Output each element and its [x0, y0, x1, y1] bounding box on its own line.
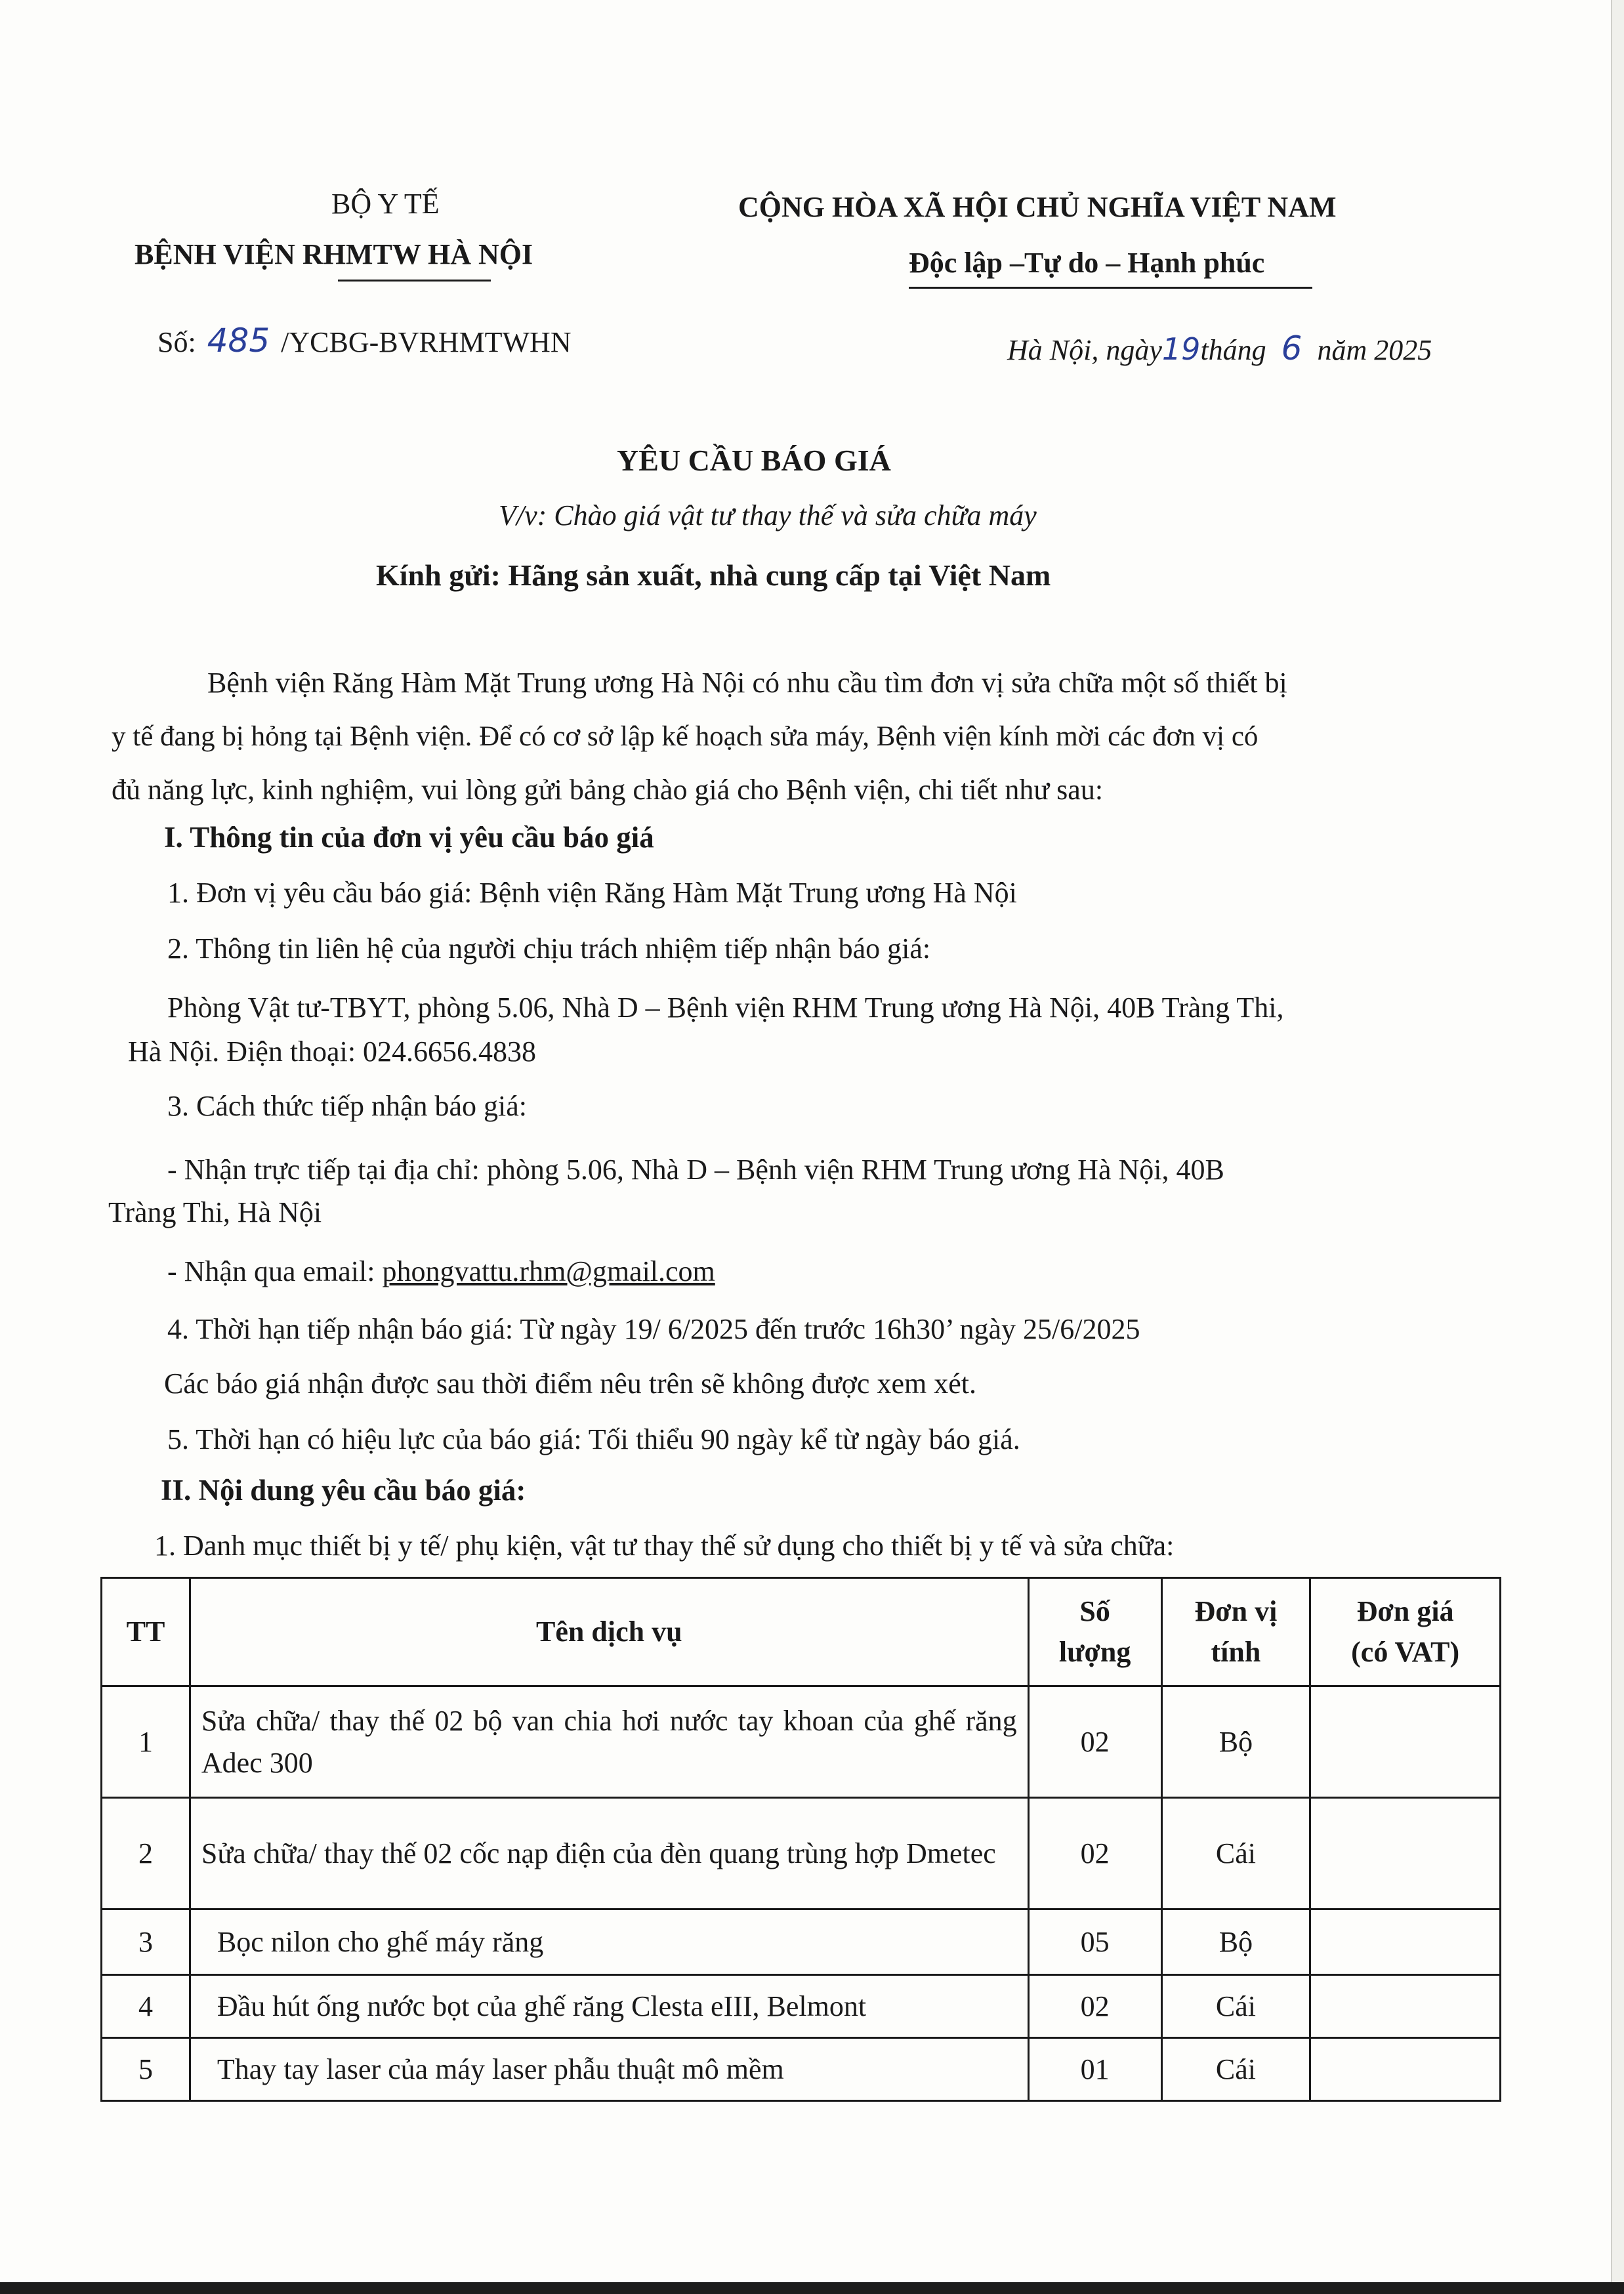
info-item-3: 3. Cách thức tiếp nhận báo giá: [167, 1090, 528, 1122]
direct-delivery-label: - Nhận trực tiếp tại địa chỉ: [167, 1154, 480, 1186]
document-subject: V/v: Chào giá vật tư thay thế và sửa chữa máy [499, 499, 1037, 532]
table-row [102, 2038, 1501, 2101]
row-service-name: Sửa chữa/ thay thế 02 bộ van chia hơi nước tay khoan của ghế răng Adec 300 [190, 1686, 1028, 1798]
table-row [102, 1909, 1501, 1975]
row-quantity: 02 [1028, 1798, 1161, 1909]
row-quantity: 01 [1028, 2038, 1161, 2101]
section-1-heading: I. Thông tin của đơn vị yêu cầu báo giá [164, 821, 654, 854]
info-item-2: 2. Thông tin liên hệ của người chịu trách nhiệm tiếp nhận báo giá: [167, 932, 931, 965]
content-list-item-1: 1. Danh mục thiết bị y tế/ phụ kiện, vật tư thay thế sử dụng cho thiết bị y tế và sửa chữa: [154, 1530, 1175, 1562]
row-service-name: Bọc nilon cho ghế máy răng [190, 1909, 1028, 1975]
header-quantity-l1: Số [1079, 1595, 1110, 1627]
header-price-l1: Đơn giá [1356, 1595, 1454, 1627]
ministry-name: BỘ Y TẾ [331, 188, 440, 220]
row-tt: 4 [102, 1975, 190, 2038]
email-link[interactable]: phongvattu.rhm@gmail.com [382, 1255, 715, 1287]
intro-line-2: y tế đang bị hỏng tại Bệnh viện. Để có cơ sở lập kế hoạch sửa máy, Bệnh viện kính mời các đơn vị có [112, 721, 1259, 752]
row-price [1310, 1975, 1501, 2038]
number-handwritten: 485 [207, 322, 270, 360]
intro-line-3: đủ năng lực, kinh nghiệm, vui lòng gửi bảng chào giá cho Bệnh viện, chi tiết như sau: [112, 774, 1104, 806]
date-day: 19 [1161, 331, 1201, 367]
header-quantity-l2: lượng [1058, 1636, 1131, 1668]
row-quantity: 05 [1028, 1909, 1161, 1975]
contact-line-2: Hà Nội. Điện thoại: 024.6656.4838 [128, 1035, 537, 1068]
email-label: - Nhận qua email: [167, 1255, 375, 1287]
info-item-4-note: Các báo giá nhận được sau thời điểm nêu trên sẽ không được xem xét. [164, 1367, 976, 1400]
scan-edge-right [1611, 0, 1624, 2294]
table-row [102, 1975, 1501, 2038]
contact-line-1: Phòng Vật tư-TBYT, phòng 5.06, Nhà D – Bệnh viện RHM Trung ương Hà Nội, 40B Tràng Thi, [167, 991, 1284, 1024]
hospital-name: BỆNH VIỆN RHMTW HÀ NỘI [135, 238, 533, 270]
intro-line-1: Bệnh viện Răng Hàm Mặt Trung ương Hà Nội có nhu cầu tìm đơn vị sửa chữa một số thiết bị [207, 667, 1287, 699]
row-unit: Bộ [1161, 1909, 1310, 1975]
date-prefix: Hà Nội, ngày [1007, 334, 1162, 366]
place-date [1007, 329, 1432, 367]
direct-delivery-line-1 [167, 1153, 1224, 1186]
row-unit: Bộ [1161, 1686, 1310, 1798]
header-unit-l2: tính [1211, 1636, 1261, 1668]
header-price-l2: (có VAT) [1351, 1636, 1460, 1668]
number-suffix: /YCBG-BVRHMTWHN [281, 326, 572, 358]
date-year: năm 2025 [1317, 334, 1432, 366]
section-2-heading: II. Nội dung yêu cầu báo giá: [161, 1474, 526, 1507]
motto-underline [909, 287, 1312, 289]
table-row [102, 1798, 1501, 1909]
email-line [167, 1255, 715, 1288]
header-unit [1161, 1578, 1310, 1686]
nation-name: CỘNG HÒA XÃ HỘI CHỦ NGHĨA VIỆT NAM [738, 191, 1337, 223]
number-prefix: Số: [157, 326, 196, 358]
row-price [1310, 2038, 1501, 2101]
row-unit: Cái [1161, 1798, 1310, 1909]
date-month: 6 [1281, 329, 1302, 367]
hospital-underline [338, 280, 491, 282]
row-unit: Cái [1161, 2038, 1310, 2101]
header-service-name: Tên dịch vụ [190, 1578, 1028, 1686]
row-service-name: Thay tay laser của máy laser phẫu thuật mô mềm [190, 2038, 1028, 2101]
document-number [157, 322, 572, 360]
row-tt: 2 [102, 1798, 190, 1909]
row-unit: Cái [1161, 1975, 1310, 2038]
row-service-name: Sửa chữa/ thay thế 02 cốc nạp điện của đèn quang trùng hợp Dmetec [190, 1798, 1028, 1909]
recipient: Kính gửi: Hãng sản xuất, nhà cung cấp tại Việt Nam [376, 558, 1051, 592]
row-service-name: Đầu hút ống nước bọt của ghế răng Clesta eIII, Belmont [190, 1975, 1028, 2038]
document-title: YÊU CẦU BÁO GIÁ [617, 444, 891, 477]
info-item-4: 4. Thời hạn tiếp nhận báo giá: Từ ngày 19/ 6/2025 đến trước 16h30’ ngày 25/6/2025 [167, 1313, 1140, 1345]
header-quantity [1028, 1578, 1161, 1686]
row-quantity: 02 [1028, 1686, 1161, 1798]
row-tt: 5 [102, 2038, 190, 2101]
scan-edge-bottom [0, 2282, 1624, 2294]
direct-delivery-address: phòng 5.06, Nhà D – Bệnh viện RHM Trung ương Hà Nội, 40B [486, 1154, 1224, 1186]
info-item-5: 5. Thời hạn có hiệu lực của báo giá: Tối thiểu 90 ngày kể từ ngày báo giá. [167, 1423, 1020, 1455]
table-row [102, 1686, 1501, 1798]
date-month-label: tháng [1200, 334, 1266, 366]
row-tt: 3 [102, 1909, 190, 1975]
info-item-1: 1. Đơn vị yêu cầu báo giá: Bệnh viện Răng Hàm Mặt Trung ương Hà Nội [167, 877, 1017, 909]
row-quantity: 02 [1028, 1975, 1161, 2038]
table-header-row [102, 1578, 1501, 1686]
motto: Độc lập –Tự do – Hạnh phúc [909, 247, 1265, 279]
service-table [100, 1577, 1501, 2102]
header-price [1310, 1578, 1501, 1686]
header-tt: TT [102, 1578, 190, 1686]
header-unit-l1: Đơn vị [1194, 1595, 1278, 1627]
row-price [1310, 1909, 1501, 1975]
direct-delivery-line-2: Tràng Thi, Hà Nội [108, 1196, 322, 1228]
row-tt: 1 [102, 1686, 190, 1798]
row-price [1310, 1686, 1501, 1798]
row-price [1310, 1798, 1501, 1909]
